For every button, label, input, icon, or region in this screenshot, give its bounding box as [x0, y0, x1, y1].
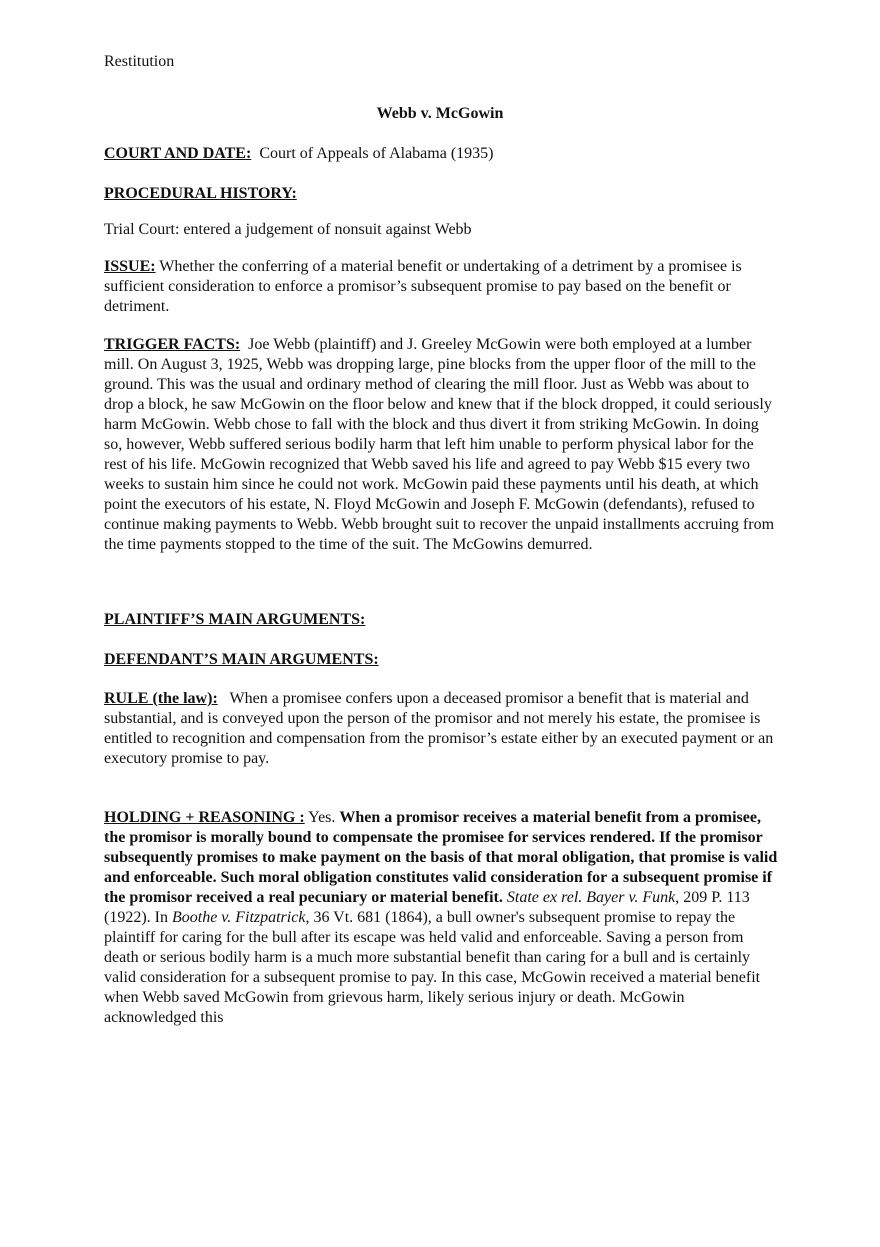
trigger-facts-label: TRIGGER FACTS: — [104, 336, 241, 353]
holding-rest-text: , 36 Vt. 681 (1864), a bull owner's subsequent promise to repay the plaintiff for caring for the bull after its escape was held valid and enforceable. Saving a person from death or serious bodily harm is a much more substantial benefit than caring for a bull and is certainly valid consideration for a subsequent promise to pay. In this case, McGowin received a material benefit when Webb saved McGowin from grievous harm, likely serious injury or death. McGowin acknowledged this — [104, 909, 761, 1026]
case-title: Webb v. McGowin — [376, 105, 504, 122]
holding-section — [104, 808, 780, 1028]
procedural-history-label: PROCEDURAL HISTORY: — [104, 185, 297, 202]
plaintiff-arguments-heading — [104, 610, 780, 630]
trigger-facts-text: Joe Webb (plaintiff) and J. Greeley McGowin were both employed at a lumber mill. On August 3, 1925, Webb was dropping large, pine blocks from the upper floor of the mill to the ground. This was the usual and ordinary method of clearing the mill floor. Just as Webb was about to drop a block, he saw McGowin on the floor below and knew that if the block dropped, it could seriously harm McGowin. Webb chose to fall with the block and thus divert it from striking McGowin. In doing so, however, Webb suffered serious bodily harm that left him unable to perform physical labor for the rest of his life. McGowin recognized that Webb saved his life and agreed to pay Webb $15 every two weeks to sustain him since he could not work. McGowin paid these payments until his death, at which point the executors of his estate, N. Floyd McGowin and Joseph F. McGowin (defendants), refused to continue making payments to Webb. Webb brought suit to recover the unpaid installments accruing from the time payments stopped to the time of the suit. The McGowins demurred. — [104, 336, 775, 553]
page-header: Restitution — [104, 53, 175, 70]
court-label: COURT AND DATE: — [104, 145, 252, 162]
case-cite-funk: , 209 P. 113 (1922). In — [104, 889, 750, 926]
case-name-funk: State ex rel. Bayer v. Funk — [506, 889, 676, 906]
procedural-history-text: Trial Court: entered a judgement of nonsuit against Webb — [104, 221, 472, 238]
issue-section — [104, 257, 780, 317]
plaintiff-arguments-label: PLAINTIFF’S MAIN ARGUMENTS: — [104, 611, 366, 628]
holding-label: HOLDING + REASONING : — [104, 809, 305, 826]
defendant-arguments-heading — [104, 650, 780, 670]
rule-section — [104, 689, 780, 769]
rule-label: RULE (the law): — [104, 690, 218, 707]
issue-label: ISSUE: — [104, 258, 156, 275]
case-name-boothe: Boothe v. Fitzpatrick — [171, 909, 306, 926]
court-section — [104, 144, 780, 164]
issue-text: Whether the conferring of a material benefit or undertaking of a detriment by a promisee is sufficient consideration to enforce a promisor’s subsequent promise to pay based on the benefit or detriment. — [104, 258, 742, 315]
trigger-facts-section — [104, 335, 780, 555]
defendant-arguments-label: DEFENDANT’S MAIN ARGUMENTS: — [104, 651, 379, 668]
rule-text: When a promisee confers upon a deceased promisor a benefit that is material and substantial, and is conveyed upon the person of the promisor and not merely his estate, the promisee is entitled to recognition and compensation from the promisor’s estate either by an executed payment or an executory promise to pay. — [104, 690, 774, 767]
procedural-history-heading — [104, 184, 780, 204]
holding-bold-text: When a promisor receives a material benefit from a promisee, the promisor is morally bound to compensate the promisee for services rendered. If the promisor subsequently promises to make payment on the basis of that moral obligation, that promise is valid and enforceable. Such moral obligation constitutes valid consideration for a subsequent promise if the promisor received a real pecuniary or material benefit. — [104, 809, 778, 906]
court-text: Court of Appeals of Alabama (1935) — [259, 145, 494, 162]
holding-yes: Yes. — [308, 809, 336, 826]
